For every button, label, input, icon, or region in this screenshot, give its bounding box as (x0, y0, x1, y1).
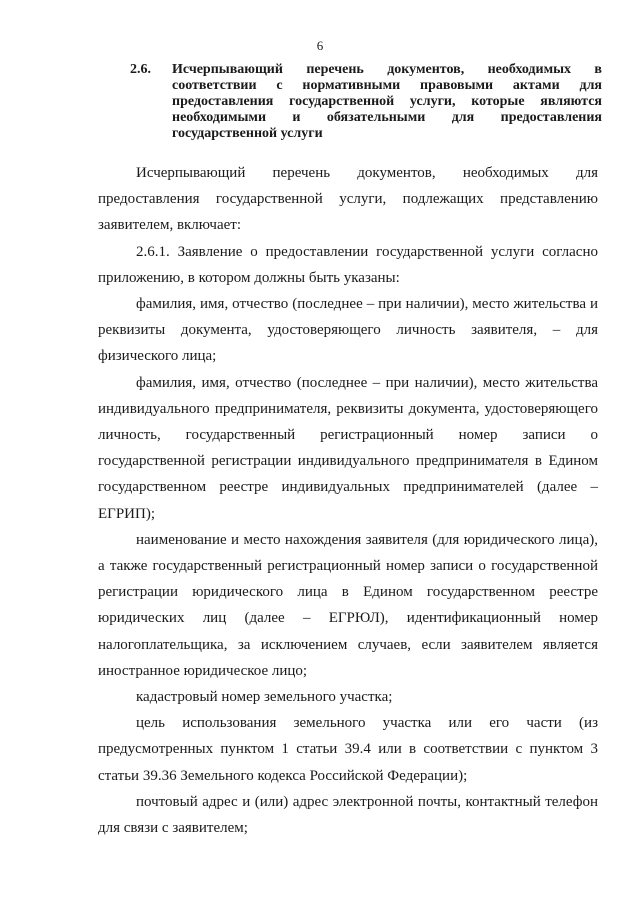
paragraph: кадастровый номер земельного участка; (136, 689, 393, 706)
paragraph: фамилия, имя, отчество (последнее – при наличии), место жительства и реквизиты документа, удостоверяющего личность заявителя, – для физического лица; (98, 296, 598, 365)
paragraph: цель использования земельного участка или его части (из предусмотренных пунктом 1 статьи 39.4 или в соответствии с пунктом 3 статьи 39.36 Земельного кодекса Российской Федерации); (98, 715, 598, 784)
paragraph: Исчерпывающий перечень документов, необходимых для предоставления государственной услуги, подлежащих представлению заявителем, включает: (98, 165, 598, 234)
paragraph: наименование и место нахождения заявителя (для юридического лица), а также государственный регистрационный номер записи о государственной регистрации юридического лица в Едином государственном реестре юридических лиц (далее – ЕГРЮЛ), идентификационный номер налогоплательщика, за исключением случаев, если заявителем является иностранное юридическое лицо; (98, 531, 598, 679)
section-heading (130, 62, 602, 142)
paragraph: почтовый адрес и (или) адрес электронной почты, контактный телефон для связи с заявителем; (98, 793, 598, 837)
paragraph: фамилия, имя, отчество (последнее – при наличии), место жительства индивидуального предпринимателя, реквизиты документа, удостоверяющего личность, государственный регистрационный номер записи о государственной регистрации индивидуального предпринимателя в Едином государственном реестре индивидуальных предпринимателей (далее – ЕГРИП); (98, 374, 598, 522)
section-number: 2.6. (130, 62, 151, 77)
section-title: Исчерпывающий перечень документов, необходимых в соответствии с нормативными правовыми актами для предоставления государственной услуги, которые являются необходимыми и обязательными для предоставления государственной услуги (172, 62, 602, 141)
page-number: 6 (316, 38, 324, 53)
paragraph: 2.6.1. Заявление о предоставлении государственной услуги согласно приложению, в котором должны быть указаны: (98, 243, 598, 286)
document-body (98, 160, 598, 841)
